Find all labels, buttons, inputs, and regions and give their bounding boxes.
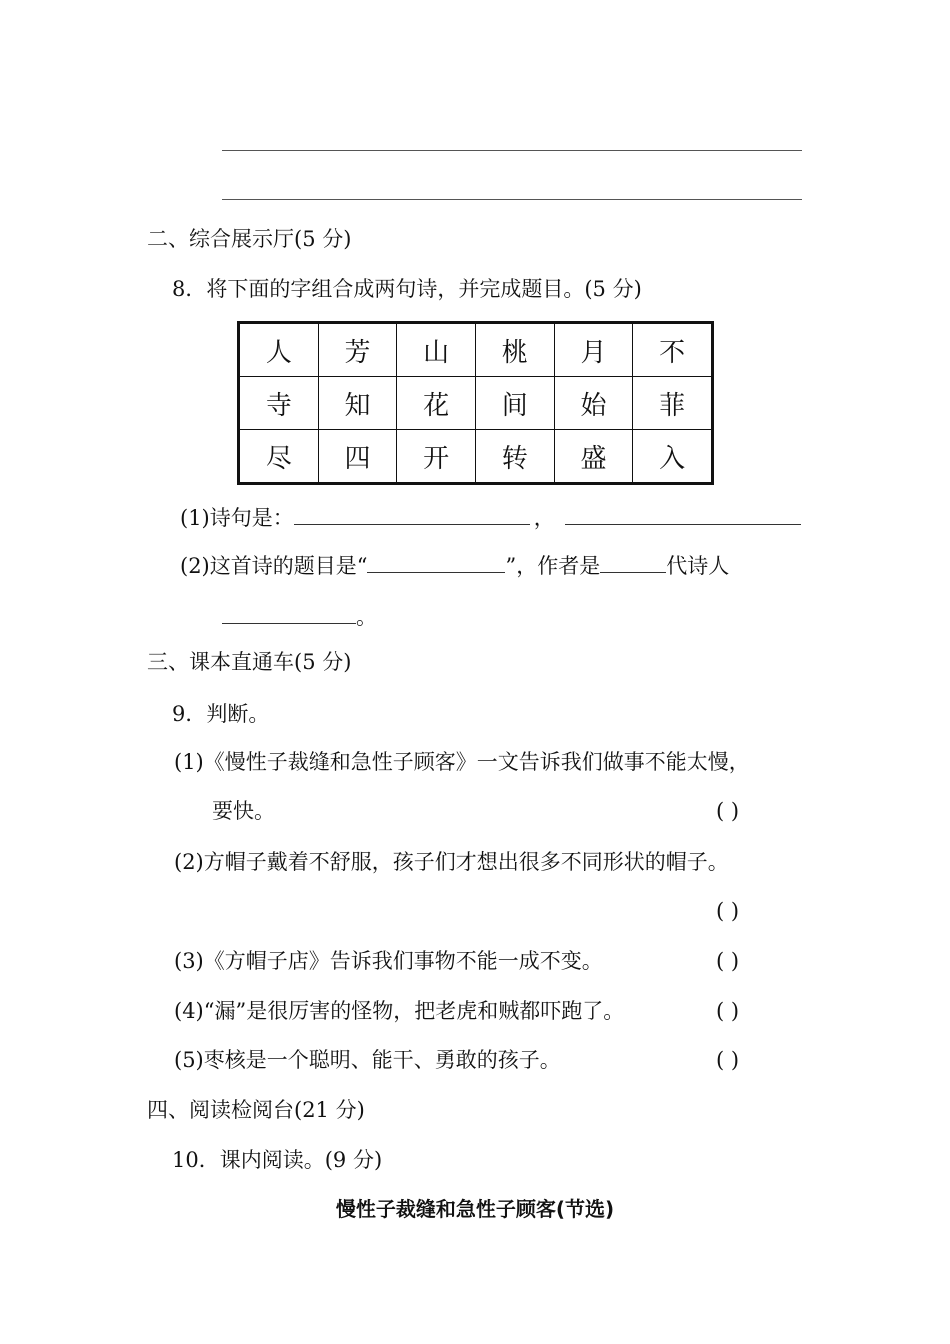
dynasty-blank[interactable] xyxy=(600,554,666,573)
grid-cell: 知 xyxy=(318,377,397,430)
poet-name-blank[interactable] xyxy=(222,605,356,624)
grid-cell: 花 xyxy=(397,377,476,430)
poem-line-1-blank[interactable] xyxy=(294,506,530,525)
section3-heading: 三、课本直通车(5 分) xyxy=(147,650,352,674)
grid-cell: 间 xyxy=(475,377,554,430)
grid-cell: 月 xyxy=(554,323,633,377)
grid-cell: 始 xyxy=(554,377,633,430)
grid-cell: 寺 xyxy=(239,377,319,430)
grid-cell: 盛 xyxy=(554,430,633,484)
grid-row xyxy=(239,323,713,377)
grid-row xyxy=(239,430,713,484)
grid-cell: 开 xyxy=(397,430,476,484)
q9-item-1-answer[interactable]: ( ) xyxy=(716,799,740,823)
grid-cell: 尽 xyxy=(239,430,319,484)
grid-cell: 入 xyxy=(633,430,713,484)
q8-sub1-label: (1)诗句是： xyxy=(180,506,294,530)
section2-heading: 二、综合展示厅(5 分) xyxy=(147,227,352,251)
poem-title-blank[interactable] xyxy=(367,554,505,573)
section4-heading: 四、阅读检阅台(21 分) xyxy=(147,1098,365,1122)
poem-line-2-blank[interactable] xyxy=(565,506,801,525)
q8-sub2-end: 。 xyxy=(356,605,377,629)
answer-line-2[interactable] xyxy=(222,199,802,200)
q8-sub2-label: (2)这首诗的题目是“ xyxy=(180,554,368,578)
grid-cell: 不 xyxy=(633,323,713,377)
grid-cell: 人 xyxy=(239,323,319,377)
grid-cell: 菲 xyxy=(633,377,713,430)
grid-cell: 四 xyxy=(318,430,397,484)
q8-sub2-mid: ”，作者是 xyxy=(505,554,601,578)
grid-row xyxy=(239,377,713,430)
q9-item-4-answer[interactable]: ( ) xyxy=(716,999,740,1023)
q9-item-2: (2)方帽子戴着不舒服，孩子们才想出很多不同形状的帽子。 xyxy=(174,850,729,874)
grid-cell: 转 xyxy=(475,430,554,484)
q8-sub2-cont xyxy=(222,605,377,628)
q9-item-4: (4)“漏”是很厉害的怪物，把老虎和贼都吓跑了。 xyxy=(174,999,625,1023)
q9-item-1-cont: 要快。 xyxy=(212,799,275,823)
q9-item-2-answer[interactable]: ( ) xyxy=(716,899,740,923)
grid-cell: 桃 xyxy=(475,323,554,377)
passage-title: 慢性子裁缝和急性子顾客(节选) xyxy=(335,1197,615,1221)
q9-item-5: (5)枣核是一个聪明、能干、勇敢的孩子。 xyxy=(174,1048,561,1072)
q8-sub1-comma: ， xyxy=(533,506,555,530)
q8-sub2 xyxy=(180,554,729,577)
q8-sub2-tail: 代诗人 xyxy=(666,554,730,578)
q10-prompt: 10．课内阅读。(9 分) xyxy=(172,1148,383,1172)
q9-item-5-answer[interactable]: ( ) xyxy=(716,1048,740,1072)
character-grid xyxy=(237,321,714,485)
q8-sub1 xyxy=(180,506,801,529)
q9-item-1: (1)《慢性子裁缝和急性子顾客》一文告诉我们做事不能太慢， xyxy=(174,750,750,774)
answer-line-1[interactable] xyxy=(222,150,802,151)
grid-cell: 芳 xyxy=(318,323,397,377)
q9-item-3-answer[interactable]: ( ) xyxy=(716,949,740,973)
q8-prompt: 8．将下面的字组合成两句诗，并完成题目。(5 分) xyxy=(172,277,642,301)
q9-item-3: (3)《方帽子店》告诉我们事物不能一成不变。 xyxy=(174,949,603,973)
q9-prompt: 9．判断。 xyxy=(172,702,270,726)
grid-cell: 山 xyxy=(397,323,476,377)
